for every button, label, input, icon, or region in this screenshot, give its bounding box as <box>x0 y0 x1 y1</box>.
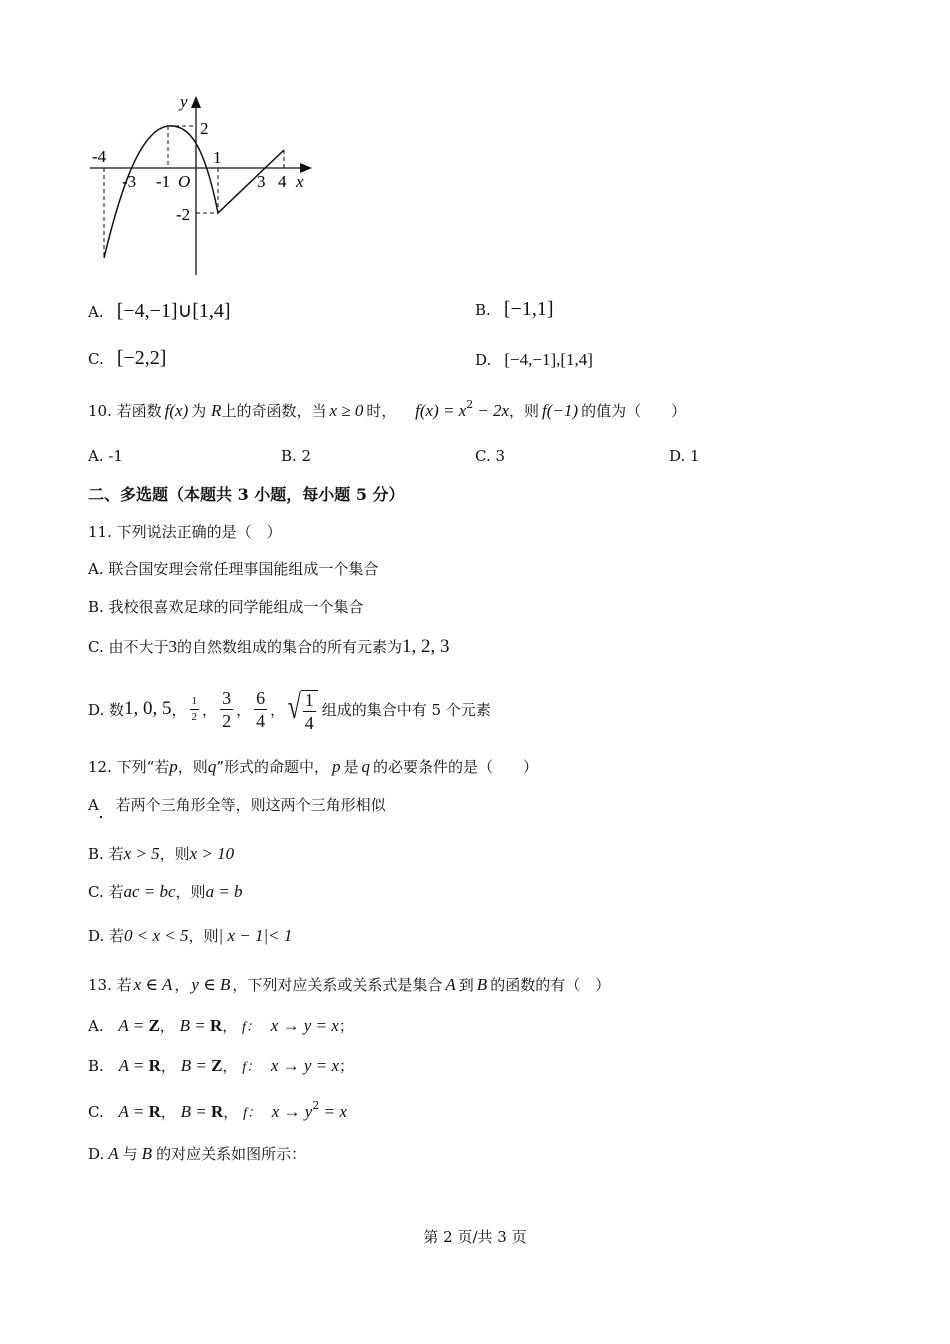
option-label: A. <box>88 303 104 321</box>
q9-option-c[interactable] <box>88 347 166 370</box>
punct: ， <box>174 976 190 994</box>
math-B: B <box>141 1144 153 1163</box>
math-map: x → y = x <box>270 1016 339 1035</box>
punct: ； <box>339 1057 355 1075</box>
math-set: R <box>209 1016 223 1035</box>
q11-option-c[interactable] <box>88 636 450 658</box>
option-label: C. <box>88 1103 104 1121</box>
stem-text: 若函数 <box>116 402 162 420</box>
q11-option-a[interactable]: A. 联合国安理会常任理事国能组成一个集合 <box>88 560 379 578</box>
q11-option-d[interactable] <box>88 684 491 734</box>
punct: ， <box>223 1103 239 1121</box>
q12-stem <box>88 756 538 777</box>
q9-option-b[interactable] <box>475 298 554 321</box>
q13-stem <box>88 974 610 995</box>
tick-m2: -2 <box>176 205 191 224</box>
tick-p4: 4 <box>278 172 287 191</box>
stem-text: 时， <box>366 402 397 420</box>
q11-stem: 11. 下列说法正确的是（ ） <box>88 523 282 541</box>
q10-option-c[interactable]: C. 3 <box>475 447 506 465</box>
math-num: 3 <box>168 637 177 656</box>
math-nums: 1, 0, 5 <box>124 698 172 719</box>
math-expr: ac = bc <box>123 882 176 901</box>
math-expr: | x − 1|< 1 <box>218 926 293 945</box>
tick-p1: 1 <box>213 148 222 167</box>
math-expr: x > 10 <box>189 844 235 863</box>
q11-option-b[interactable]: B. 我校很喜欢足球的同学能组成一个集合 <box>88 598 364 616</box>
option-text: D. 若 <box>88 927 125 945</box>
function-curve <box>104 126 284 258</box>
option-text: C. 若 <box>88 883 124 901</box>
option-text: ，则 <box>159 845 190 863</box>
q13-option-b[interactable] <box>88 1055 354 1076</box>
option-label: C. <box>88 350 104 368</box>
stem-text: 13. 若 <box>88 976 132 994</box>
section-title: 二、多选题（本题共 3 小题，每小题 5 分） <box>88 485 405 504</box>
axis-x-label: x <box>296 172 304 191</box>
math-fm1: f(−1) <box>542 401 579 420</box>
sqrt-1-4: √ $\frac{1}{4}$ <box>285 686 318 732</box>
stem-text: ，则 <box>509 402 540 420</box>
fraction-6-4: $\frac{6}{4}$ <box>256 687 266 731</box>
option-text: D. 数 <box>88 700 125 719</box>
math-set: R <box>211 1102 224 1121</box>
punct: ， <box>160 1103 176 1121</box>
q10-option-d[interactable]: D. 1 <box>669 447 700 465</box>
option-label: B. <box>88 1057 104 1075</box>
function-graph <box>80 90 320 280</box>
q10-stem <box>88 398 686 421</box>
option-value: [−2,2] <box>116 347 167 369</box>
option-text: 的对应关系如图所示： <box>156 1145 307 1163</box>
q10-option-b[interactable]: B. 2 <box>281 447 312 465</box>
stem-text: 到 <box>458 976 474 994</box>
option-text: ，则 <box>175 883 206 901</box>
math-set: Z <box>148 1016 160 1035</box>
math-A: A <box>445 975 456 994</box>
math-expr: 0 < x < 5 <box>124 926 189 945</box>
stem-text: ，则 <box>177 758 208 776</box>
tick-m1: -1 <box>156 172 171 191</box>
punct: ， <box>202 700 218 719</box>
fraction-3-2: $\frac{3}{2}$ <box>222 687 232 731</box>
option-text: 若两个三角形全等，则这两个三角形相似 <box>115 796 386 814</box>
math-fx: f(x) <box>164 401 189 420</box>
punct: ； <box>338 1017 354 1035</box>
math-expr: x ∈ A <box>133 975 173 994</box>
stem-text: 上的奇函数，当 <box>221 402 327 420</box>
math-set: R <box>148 1056 161 1075</box>
math-expr: B = <box>180 1056 212 1075</box>
q10-option-a[interactable]: A. -1 <box>88 447 123 465</box>
tick-p3: 3 <box>257 172 266 191</box>
q12-option-c[interactable] <box>88 881 243 902</box>
q12-option-a[interactable] <box>88 794 386 815</box>
stem-text: 为 <box>191 402 207 420</box>
math-expr: B = <box>179 1016 210 1035</box>
math-set: Z <box>211 1056 223 1075</box>
stem-text: 12. 下列“若 <box>88 758 170 776</box>
tick-p2: 2 <box>200 119 209 138</box>
option-text: 组成的集合中有 5 个元素 <box>321 700 491 719</box>
math-set: R <box>148 1102 161 1121</box>
math-expr: − 2x <box>477 401 510 420</box>
origin-label: O <box>178 172 191 191</box>
math-map: x → y = x <box>270 1056 339 1075</box>
punct: ， <box>236 700 252 719</box>
math-R: R <box>211 401 222 420</box>
axis-y-label: y <box>180 92 188 111</box>
option-text: ，则 <box>188 927 219 945</box>
q9-option-d[interactable] <box>475 350 593 370</box>
punct: ， <box>270 700 286 719</box>
q9-option-a[interactable] <box>88 298 231 323</box>
math-exponent: 2 <box>466 398 474 411</box>
math-f: f： <box>242 1060 261 1075</box>
q12-option-d[interactable] <box>88 925 292 946</box>
math-expr: x > 5 <box>123 844 160 863</box>
math-set: 1, 2, 3 <box>402 636 450 657</box>
math-expr: a = b <box>205 882 243 901</box>
math-A: A <box>108 1144 119 1163</box>
option-label: D. <box>475 351 492 369</box>
stray-dot <box>100 816 102 818</box>
math-p: p <box>331 757 341 776</box>
math-p: p <box>169 757 178 776</box>
q12-option-b[interactable] <box>88 843 234 864</box>
math-q: q <box>207 757 217 776</box>
page-footer: 第 2 页/共 3 页 <box>423 1228 527 1246</box>
punct: ， <box>222 1017 238 1035</box>
math-expr: f(x) = x <box>415 401 467 420</box>
option-label: B. <box>475 301 491 319</box>
stem-text: 的值为（ ） <box>581 402 687 420</box>
option-text: 的自然数组成的集合的所有元素为 <box>176 638 402 656</box>
option-label: A <box>88 796 99 814</box>
math-expr: A = <box>118 1102 149 1121</box>
tick-m3: -3 <box>122 172 137 191</box>
stem-text: 的函数的有（ ） <box>490 976 611 994</box>
y-axis-arrow <box>191 96 201 108</box>
tick-m4: -4 <box>92 147 107 166</box>
math-cond: x ≥ 0 <box>329 401 364 420</box>
stem-text: 的必要条件的是（ ） <box>373 758 539 776</box>
math-f: f： <box>243 1106 261 1121</box>
option-text: 与 <box>122 1145 138 1163</box>
stem-text: ，下列对应关系或关系式是集合 <box>232 976 443 994</box>
math-exponent: 2 <box>312 1099 320 1112</box>
option-value: [−4,−1],[1,4] <box>504 350 593 369</box>
math-B: B <box>476 975 488 994</box>
option-label: D. <box>88 1145 105 1163</box>
math-expr: y ∈ B <box>191 975 231 994</box>
math-q: q <box>361 757 370 776</box>
option-value: [−4,−1]∪[1,4] <box>116 300 231 322</box>
punct: ， <box>222 1057 238 1075</box>
math-expr: B = <box>180 1102 211 1121</box>
stem-text: 是 <box>343 758 359 776</box>
math-map: x → y <box>271 1102 313 1121</box>
math-expr: A = <box>118 1056 149 1075</box>
math-f: f： <box>242 1020 260 1035</box>
q13-option-a[interactable] <box>88 1015 354 1036</box>
math-expr: A = <box>118 1016 149 1035</box>
punct: ， <box>171 700 187 719</box>
fraction-1-2: $\frac{1}{2}$ <box>191 694 198 723</box>
q13-option-d[interactable] <box>88 1143 306 1164</box>
q13-option-c[interactable] <box>88 1099 347 1122</box>
option-text: B. 若 <box>88 845 124 863</box>
punct: ， <box>160 1057 176 1075</box>
math-map: = x <box>319 1102 347 1121</box>
option-value: [−1,1] <box>503 298 554 320</box>
question-number: 10. <box>88 402 112 420</box>
punct: ， <box>159 1017 175 1035</box>
option-text: C. 由不大于 <box>88 638 169 656</box>
option-label: A. <box>88 1017 104 1035</box>
stem-text: ”形式的命题中， <box>216 758 329 776</box>
